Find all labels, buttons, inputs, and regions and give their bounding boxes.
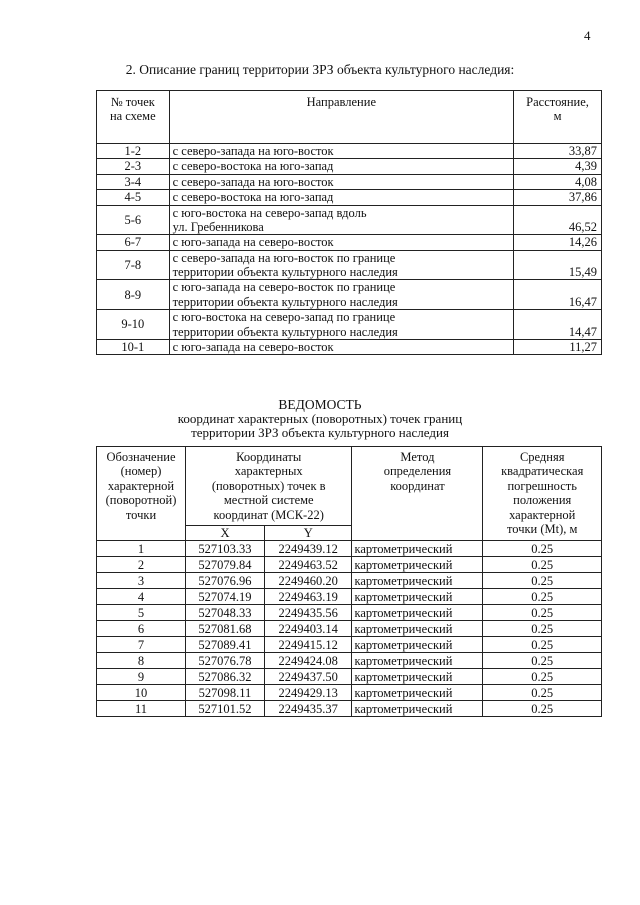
distance-cell: 15,49	[514, 250, 602, 280]
borders-row	[97, 159, 602, 174]
header-points	[97, 91, 170, 144]
coords-row	[97, 605, 602, 621]
y-cell: 2249463.19	[264, 589, 351, 605]
borders-header-row	[97, 91, 602, 144]
header-y: Y	[264, 525, 351, 540]
coords-body	[97, 541, 602, 717]
y-cell: 2249415.12	[264, 637, 351, 653]
x-cell: 527086.32	[186, 669, 265, 685]
point-id-cell: 6	[97, 621, 186, 637]
method-cell: картометрический	[352, 541, 483, 557]
x-cell: 527076.96	[186, 573, 265, 589]
header-points-line: № точек	[110, 95, 155, 109]
coords-row	[97, 541, 602, 557]
points-cell: 2-3	[97, 159, 170, 174]
coords-row	[97, 653, 602, 669]
header-line: местной системе	[223, 493, 314, 508]
mt-cell: 0.25	[483, 573, 602, 589]
point-id-cell: 9	[97, 669, 186, 685]
header-line: Обозначение	[106, 450, 176, 464]
direction-cell	[169, 159, 514, 174]
direction-line: с юго-востока на северо-запад по границе	[172, 310, 396, 325]
header-line: Координаты	[236, 450, 302, 464]
method-cell: картометрический	[352, 621, 483, 637]
header-method	[352, 447, 483, 541]
point-id-cell: 10	[97, 685, 186, 701]
x-cell: 527074.19	[186, 589, 265, 605]
point-id-cell: 8	[97, 653, 186, 669]
header-line: (поворотных) точек в	[211, 478, 326, 493]
header-line: точки	[125, 507, 157, 522]
header-x: X	[186, 525, 265, 540]
distance-cell: 14,26	[514, 235, 602, 250]
mt-cell: 0.25	[483, 557, 602, 573]
y-cell: 2249435.37	[264, 701, 351, 717]
y-cell: 2249463.52	[264, 557, 351, 573]
y-cell: 2249460.20	[264, 573, 351, 589]
direction-cell	[169, 310, 514, 340]
direction-line: территории объекта культурного наследия	[172, 324, 398, 339]
mt-cell: 0.25	[483, 685, 602, 701]
method-cell: картометрический	[352, 557, 483, 573]
borders-row	[97, 250, 602, 280]
coords-header-row	[97, 447, 602, 526]
points-cell: 6-7	[97, 235, 170, 250]
coords-row	[97, 669, 602, 685]
method-cell: картометрический	[352, 701, 483, 717]
borders-row	[97, 339, 602, 354]
distance-cell: 16,47	[514, 280, 602, 310]
direction-line: с юго-востока на северо-запад вдоль	[172, 205, 367, 220]
borders-body	[97, 144, 602, 355]
header-line: положения	[513, 493, 572, 508]
section-title: 2. Описание границ территории ЗРЗ объекта культурного наследия:	[125, 62, 515, 77]
method-cell: картометрический	[352, 637, 483, 653]
direction-cell	[169, 174, 514, 189]
header-line: координат	[390, 478, 445, 493]
page-number: 4	[584, 28, 591, 43]
direction-line: с северо-запада на юго-восток	[172, 174, 334, 189]
direction-line: с северо-востока на юго-запад	[172, 159, 334, 174]
distance-cell: 33,87	[514, 144, 602, 159]
x-cell: 527079.84	[186, 557, 265, 573]
method-cell: картометрический	[352, 685, 483, 701]
x-cell: 527076.78	[186, 653, 265, 669]
distance-cell: 46,52	[514, 205, 602, 235]
header-distance-line: м	[553, 109, 562, 124]
points-cell: 3-4	[97, 174, 170, 189]
point-id-cell: 1	[97, 541, 186, 557]
direction-cell	[169, 144, 514, 159]
header-line: погрешность	[507, 478, 577, 493]
distance-cell: 4,08	[514, 174, 602, 189]
x-cell: 527098.11	[186, 685, 265, 701]
header-line: характерных	[234, 464, 303, 479]
mt-cell: 0.25	[483, 541, 602, 557]
distance-cell: 4,39	[514, 159, 602, 174]
coords-row	[97, 701, 602, 717]
points-cell: 5-6	[97, 205, 170, 235]
x-cell: 527101.52	[186, 701, 265, 717]
points-cell: 4-5	[97, 190, 170, 205]
header-distance	[514, 91, 602, 144]
header-coords	[186, 447, 352, 526]
points-cell: 10-1	[97, 339, 170, 354]
mt-cell: 0.25	[483, 621, 602, 637]
point-id-cell: 5	[97, 605, 186, 621]
mt-cell: 0.25	[483, 637, 602, 653]
x-cell: 527048.33	[186, 605, 265, 621]
point-id-cell: 11	[97, 701, 186, 717]
header-error	[483, 447, 602, 541]
y-cell: 2249435.56	[264, 605, 351, 621]
direction-cell	[169, 205, 514, 235]
y-cell: 2249424.08	[264, 653, 351, 669]
points-cell: 7-8	[97, 250, 170, 280]
coords-row	[97, 621, 602, 637]
vedomost-subtitle-line: территории ЗРЗ объекта культурного наследия	[191, 424, 449, 440]
method-cell: картометрический	[352, 653, 483, 669]
method-cell: картометрический	[352, 573, 483, 589]
method-cell: картометрический	[352, 605, 483, 621]
vedomost-title: ВЕДОМОСТЬ	[278, 397, 362, 412]
y-cell: 2249403.14	[264, 621, 351, 637]
borders-table	[96, 90, 602, 355]
header-line: координат (МСК-22)	[213, 507, 324, 522]
direction-line: с юго-запада на северо-восток	[172, 339, 334, 354]
header-distance-line: Расстояние,	[526, 95, 589, 109]
direction-line: с северо-востока на юго-запад	[172, 190, 334, 205]
direction-line: с северо-запада на юго-восток по границе	[172, 250, 396, 265]
mt-cell: 0.25	[483, 669, 602, 685]
coords-row	[97, 589, 602, 605]
direction-cell	[169, 280, 514, 310]
direction-cell	[169, 190, 514, 205]
direction-line: ул. Гребенникова	[172, 219, 264, 234]
points-cell: 1-2	[97, 144, 170, 159]
borders-row	[97, 144, 602, 159]
mt-cell: 0.25	[483, 701, 602, 717]
header-designation	[97, 447, 186, 541]
direction-line: с юго-запада на северо-восток	[172, 235, 334, 250]
header-line: (номер)	[120, 464, 162, 479]
x-cell: 527103.33	[186, 541, 265, 557]
borders-row	[97, 310, 602, 340]
vedomost-subtitle-line: координат характерных (поворотных) точек границ	[177, 411, 463, 427]
header-line: определения	[383, 464, 452, 479]
borders-row	[97, 190, 602, 205]
x-cell: 527089.41	[186, 637, 265, 653]
direction-cell	[169, 235, 514, 250]
direction-line: территории объекта культурного наследия	[172, 265, 398, 279]
header-direction: Направление	[169, 91, 514, 144]
distance-cell: 11,27	[514, 339, 602, 354]
borders-row	[97, 235, 602, 250]
header-points-line: на схеме	[109, 109, 156, 124]
direction-cell	[169, 339, 514, 354]
header-line: (поворотной)	[105, 493, 177, 508]
direction-line: территории объекта культурного наследия	[172, 294, 398, 309]
header-line: Метод	[400, 450, 435, 464]
y-cell: 2249437.50	[264, 669, 351, 685]
distance-cell: 37,86	[514, 190, 602, 205]
point-id-cell: 3	[97, 573, 186, 589]
header-line: квадратическая	[501, 464, 584, 479]
borders-row	[97, 174, 602, 189]
coords-row	[97, 557, 602, 573]
coords-row	[97, 685, 602, 701]
header-line: характерной	[107, 478, 175, 493]
method-cell: картометрический	[352, 589, 483, 605]
distance-cell: 14,47	[514, 310, 602, 340]
y-cell: 2249439.12	[264, 541, 351, 557]
point-id-cell: 2	[97, 557, 186, 573]
x-cell: 527081.68	[186, 621, 265, 637]
mt-cell: 0.25	[483, 589, 602, 605]
header-line: характерной	[509, 507, 576, 522]
coords-row	[97, 573, 602, 589]
header-line: Средняя	[519, 450, 565, 464]
y-cell: 2249429.13	[264, 685, 351, 701]
points-cell: 8-9	[97, 280, 170, 310]
direction-line: с юго-запада на северо-восток по границе	[172, 280, 396, 295]
point-id-cell: 7	[97, 637, 186, 653]
vedomost-heading	[0, 398, 640, 439]
direction-cell	[169, 250, 514, 280]
borders-row	[97, 280, 602, 310]
direction-line: с северо-запада на юго-восток	[172, 144, 334, 158]
header-line: точки (Mt), м	[506, 521, 578, 536]
method-cell: картометрический	[352, 669, 483, 685]
coords-row	[97, 637, 602, 653]
points-cell: 9-10	[97, 310, 170, 340]
point-id-cell: 4	[97, 589, 186, 605]
borders-row	[97, 205, 602, 235]
mt-cell: 0.25	[483, 605, 602, 621]
mt-cell: 0.25	[483, 653, 602, 669]
coords-table	[96, 446, 602, 717]
